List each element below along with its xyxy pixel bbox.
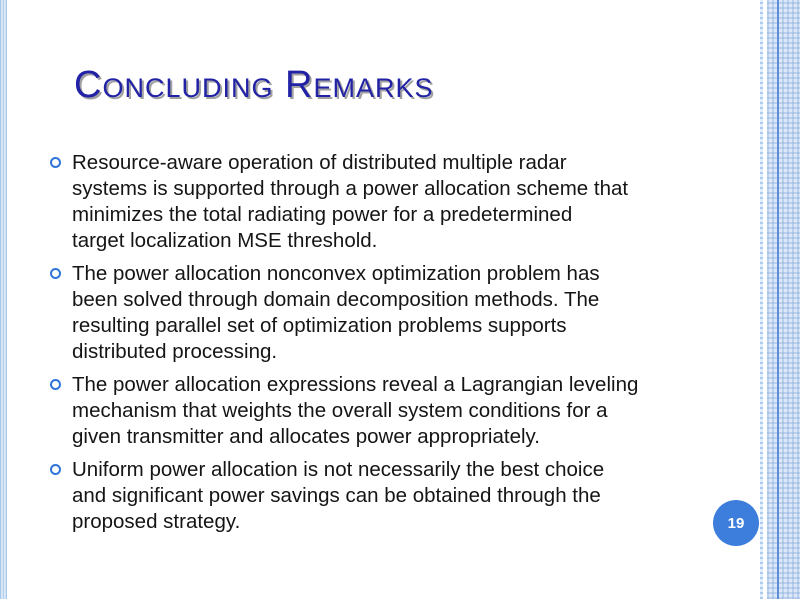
bullet-line: given transmitter and allocates power appropriately. [72,425,540,448]
page-number: 19 [727,514,745,532]
bullet-item [48,150,728,254]
bullet-line: distributed processing. [72,340,278,363]
bullet-text [72,261,600,365]
bullet-line: Uniform power allocation is not necessarily the best choice [72,458,605,481]
bullet-circle-icon [50,157,61,168]
bullet-line: Resource-aware operation of distributed multiple radar [72,151,567,174]
bullet-line: mechanism that weights the overall system conditions for a [72,399,608,422]
bullet-line: minimizes the total radiating power for a predetermined [72,203,573,226]
left-accent-stripes [0,0,8,599]
bullet-circle-icon [50,379,61,390]
bullet-line: The power allocation expressions reveal a Lagrangian leveling [72,373,639,396]
right-accent-thin-stripe [760,0,763,599]
bullet-line: systems is supported through a power allocation scheme that [72,177,629,200]
bullet-line: The power allocation nonconvex optimization problem has [72,262,600,285]
bullet-circle-icon [50,464,61,475]
bullet-item [48,372,728,450]
page-number-badge [713,500,759,546]
bullet-line: resulting parallel set of optimization problems supports [72,314,567,337]
bullet-line: and significant power savings can be obtained through the [72,484,601,507]
right-accent-line [777,0,779,599]
bullet-circle-icon [50,268,61,279]
bullet-text [72,150,628,254]
bullet-line: been solved through domain decomposition methods. The [72,288,600,311]
bullet-line: proposed strategy. [72,510,241,533]
right-accent-band [767,0,800,599]
bullet-text [72,457,604,535]
bullet-item [48,457,728,535]
bullet-list [48,150,728,542]
bullet-line: target localization MSE threshold. [72,229,378,252]
slide-title: Concluding Remarks [74,64,434,106]
bullet-text [72,372,638,450]
bullet-item [48,261,728,365]
